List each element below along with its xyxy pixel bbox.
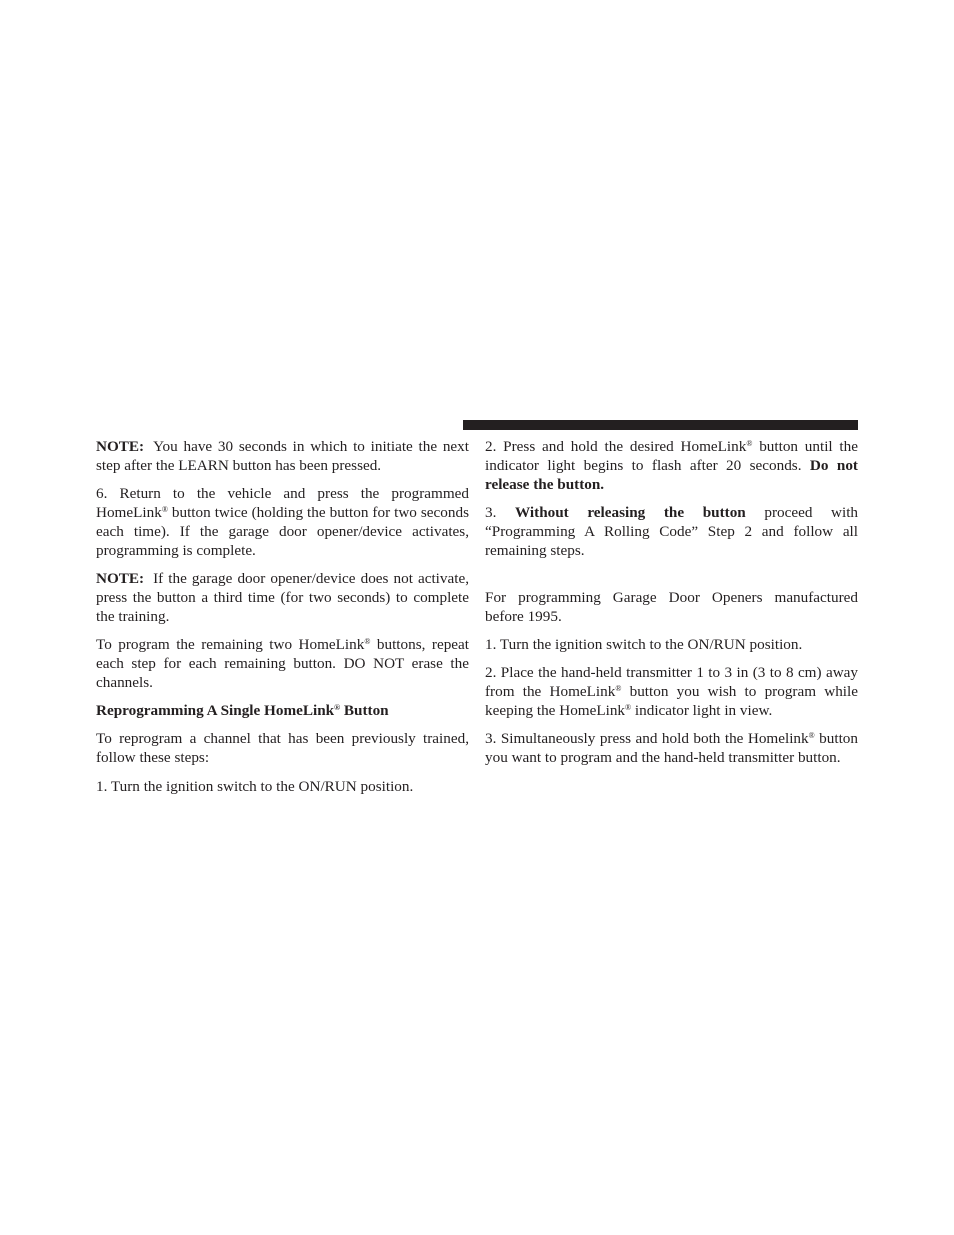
- reprogramming-intro: To reprogram a channel that has been previously trained, follow these steps:: [96, 730, 469, 767]
- registered-mark: ®: [625, 702, 632, 712]
- registered-mark: ®: [746, 439, 753, 448]
- reprogram-step-2: 2. Press and hold the desired HomeLink® button until the indicator light begins to flash after 20 seconds. Do not release the button.: [485, 438, 858, 493]
- do-not-release-warning: Do not release the button.: [485, 456, 858, 493]
- opener-step-1: 1. Turn the ignition switch to the ON/RUN position.: [485, 635, 803, 653]
- note-learn-timeout: [96, 438, 469, 476]
- reprogram-step-1: 1. Turn the ignition switch to the ON/RUN position.: [96, 777, 414, 795]
- note-label: NOTE:: [96, 569, 145, 587]
- step-6-return-to-vehicle: 6. Return to the vehicle and press the programmed HomeLink® button twice (holding the button for two seconds each time). If the garage door opener/device activates, programming is complete.: [96, 485, 469, 559]
- registered-mark: ®: [364, 636, 371, 646]
- left-column: [96, 438, 469, 796]
- pre-1995-openers-intro: For programming Garage Door Openers manufactured before 1995.: [485, 588, 858, 625]
- registered-mark: ®: [334, 702, 341, 712]
- without-releasing-emphasis: Without releasing the button: [515, 503, 746, 521]
- registered-mark: ®: [161, 504, 168, 514]
- note-text: You have 30 seconds in which to initiate the next step after the LEARN button has been pressed.: [96, 438, 469, 474]
- section-spacer: [485, 560, 858, 579]
- reprogram-step-3: 3. Without releasing the button proceed with “Programming A Rolling Code” Step 2 and follow all remaining steps.: [485, 503, 859, 559]
- program-remaining-buttons: To program the remaining two HomeLink® buttons, repeat each step for each remaining button. DO NOT erase the channels.: [96, 635, 469, 691]
- note-third-press: [96, 570, 469, 626]
- registered-mark: ®: [615, 684, 622, 694]
- section-header-bar: [463, 420, 858, 430]
- opener-step-2: 2. Place the hand-held transmitter 1 to 3 in (3 to 8 cm) away from the HomeLink® button you wish to program while keeping the HomeLink® indicator light in view.: [485, 664, 858, 719]
- opener-step-3: 3. Simultaneously press and hold both the Homelink® button you want to program and the hand-held transmitter button.: [485, 730, 858, 767]
- note-text: If the garage door opener/device does not activate, press the button a third time (for two seconds) to complete the training.: [96, 569, 469, 625]
- right-column: [485, 438, 858, 768]
- note-label: NOTE:: [96, 438, 145, 455]
- registered-mark: ®: [808, 731, 815, 741]
- reprogramming-heading: Reprogramming A Single HomeLink® Button: [96, 701, 389, 719]
